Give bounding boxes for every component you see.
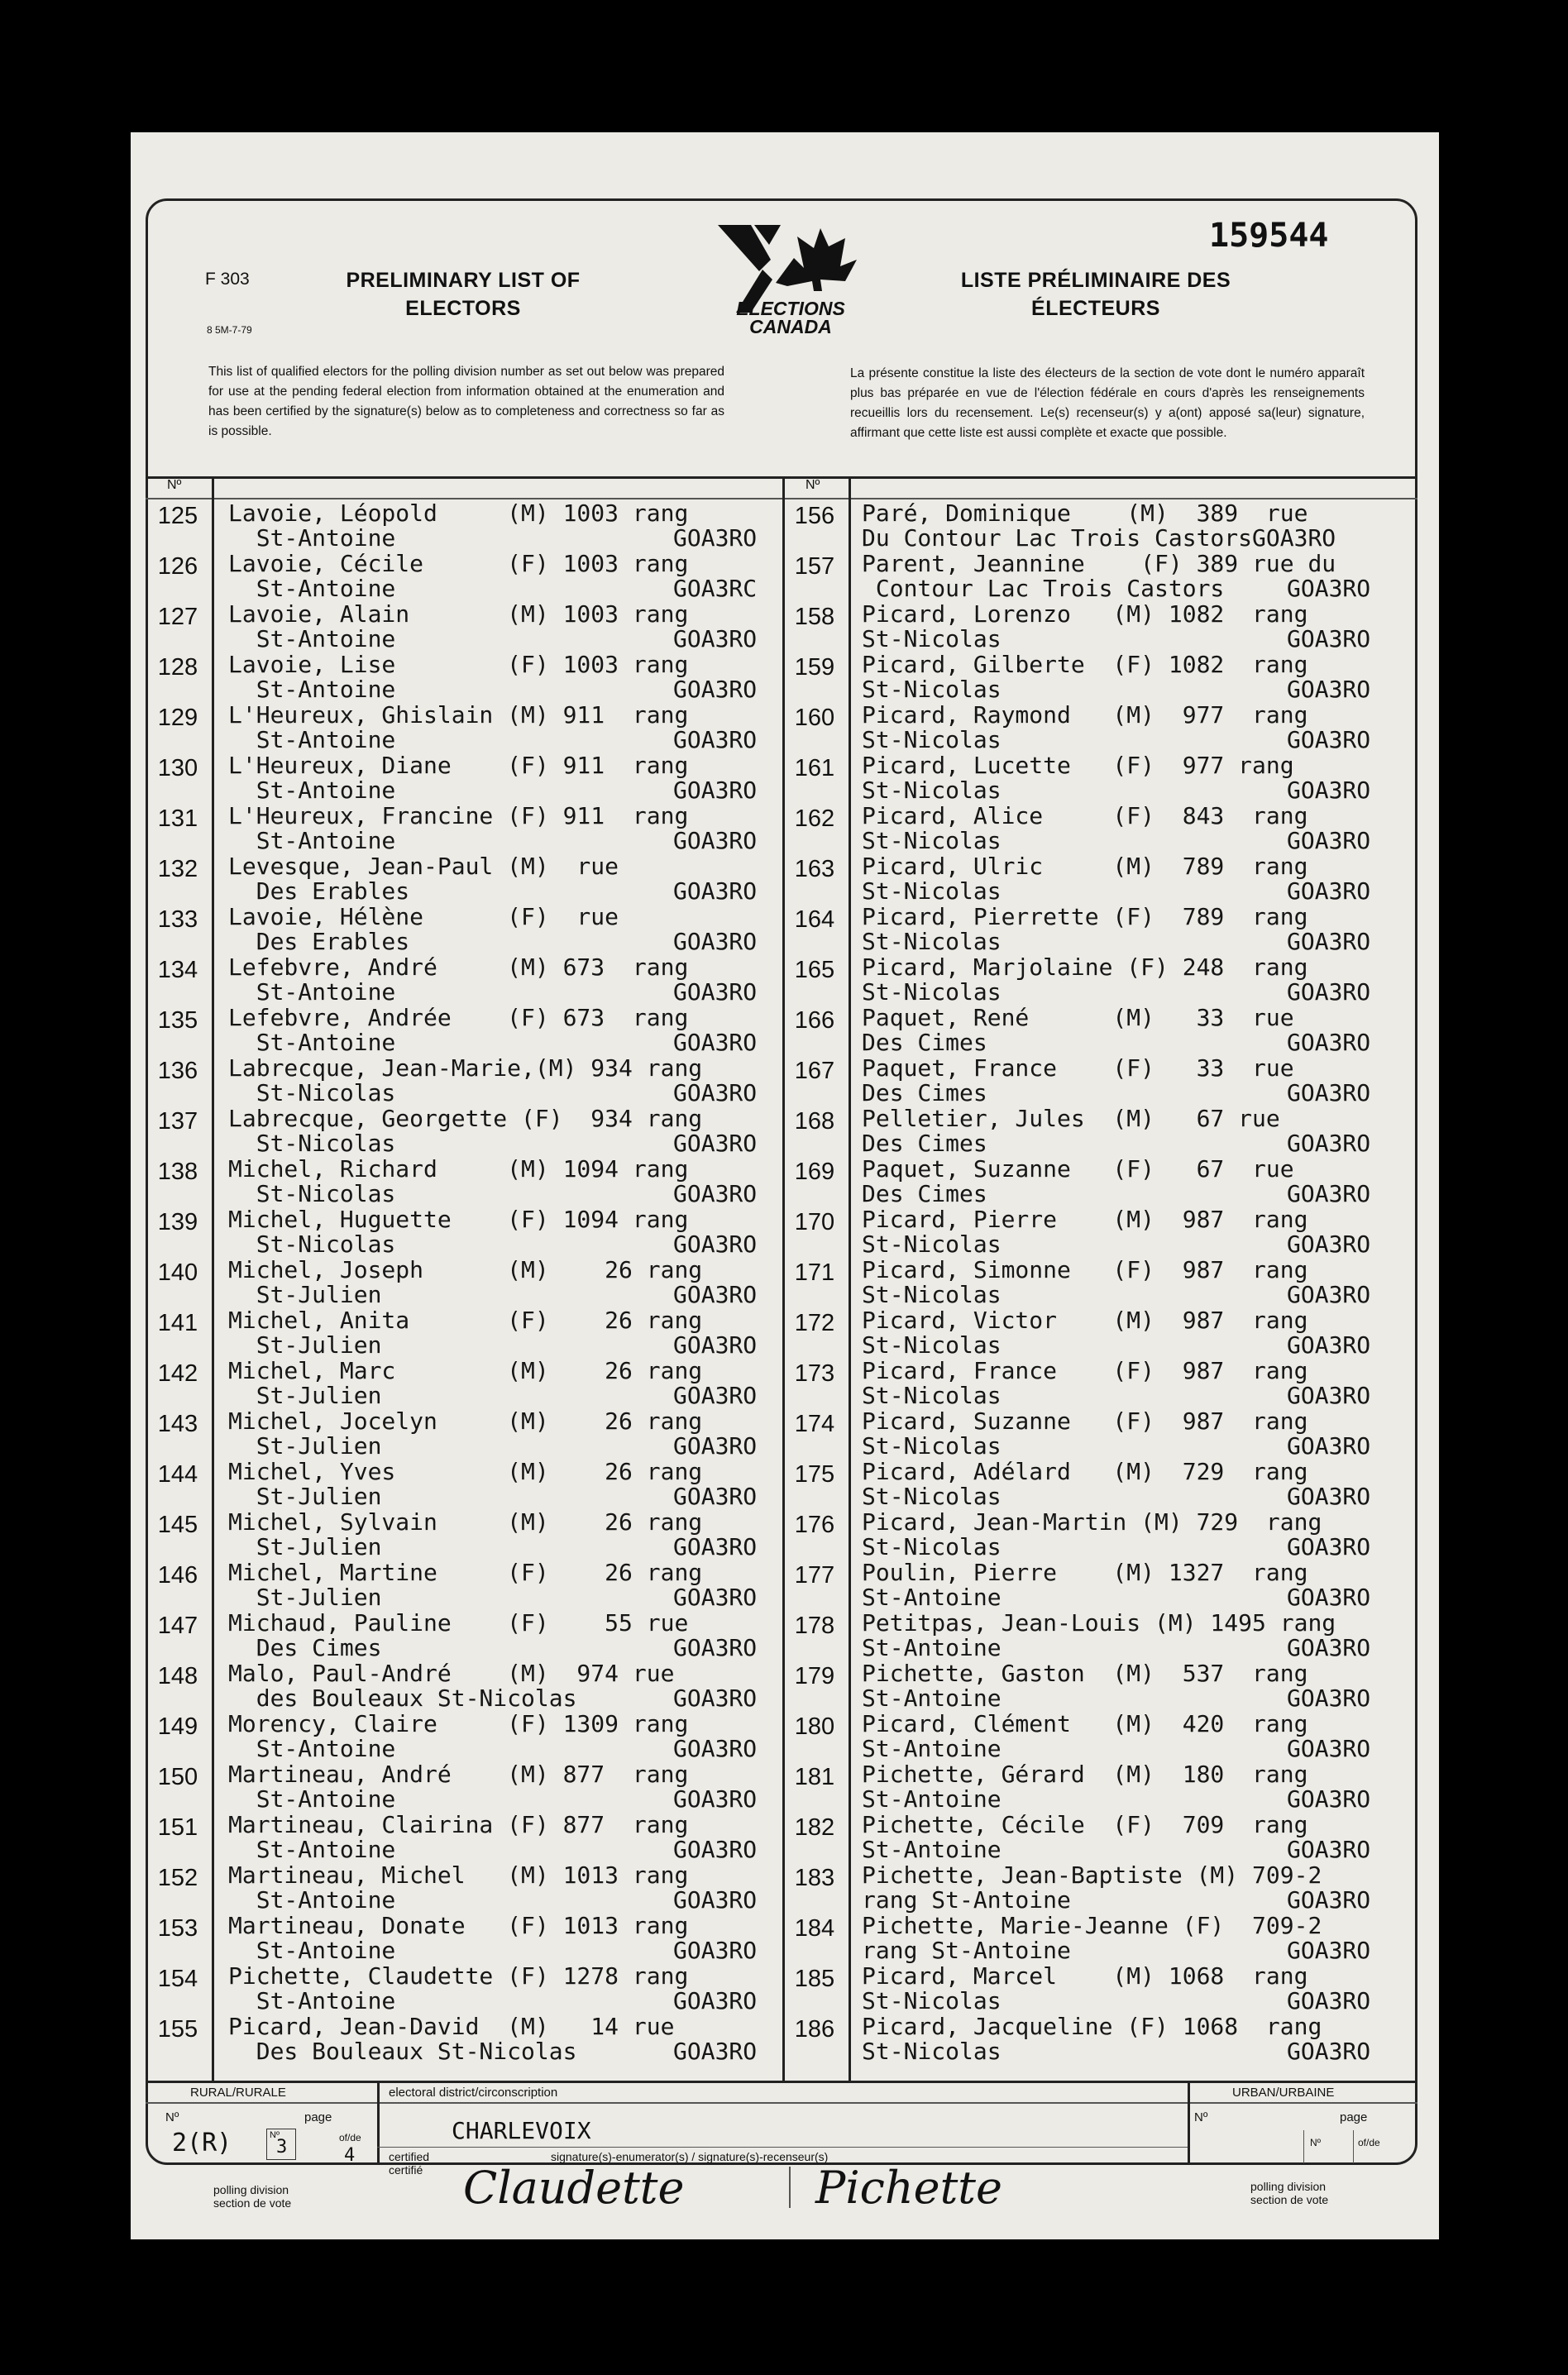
entry-postal-code: GOA3RO [1287, 1937, 1371, 1964]
entry-number: 140 [157, 1259, 198, 1286]
entry-postal-code: GOA3RO [673, 1533, 758, 1560]
entry-name-line: Picard, France (F) 987 rang [862, 1357, 1308, 1384]
certifie-label: certifié [389, 2163, 423, 2177]
footer-header-rule [146, 2102, 1417, 2104]
entry-number: 148 [157, 1663, 198, 1689]
entry-number: 127 [157, 604, 198, 630]
entry-number: 153 [157, 1915, 198, 1942]
table-top-rule [146, 476, 1417, 479]
entry-name-line: Martineau, Clairina (F) 877 rang [228, 1811, 689, 1838]
intro-english: This list of qualified electors for the polling division number as set out below was prepared for use at the pending federal election from information obtained at the enumeration and has been certified by the signature(s) below as to completeness and correctness so far as is possible. [208, 365, 724, 438]
entry-address-line: St-Nicolas [862, 625, 1002, 652]
entry-number: 179 [794, 1663, 835, 1689]
entry-name-line: Martineau, Michel (M) 1013 rang [228, 1861, 689, 1889]
district-label: electoral district/circonscription [389, 2086, 558, 2100]
entry-name-line: Lefebvre, Andrée (F) 673 rang [228, 1004, 689, 1031]
entry-name-line: Michaud, Pauline (F) 55 rue [228, 1609, 689, 1637]
entry-number: 167 [794, 1058, 835, 1084]
entry-postal-code: GOA3RO [673, 827, 758, 854]
entry-name-line: Michel, Marc (M) 26 rang [228, 1357, 703, 1384]
entry-name-line: Picard, Raymond (M) 977 rang [862, 701, 1308, 729]
entry-number: 150 [157, 1764, 198, 1790]
entry-address-line: St-Nicolas [862, 1432, 1002, 1460]
entry-postal-code: GOA3RO [1287, 1281, 1371, 1308]
entry-name-line: Paquet, René (M) 33 rue [862, 1004, 1294, 1031]
center-column-rule [782, 476, 785, 2081]
entry-number: 164 [794, 906, 835, 933]
entry-postal-code: GOA3RO [673, 777, 758, 804]
entry-postal-code: GOA3RO [673, 1130, 758, 1157]
entry-number: 158 [794, 604, 835, 630]
entry-postal-code: GOA3RO [1287, 575, 1371, 602]
entry-postal-code: GOA3RO [1287, 1987, 1371, 2014]
entry-postal-code: GOA3RO [1287, 1533, 1371, 1560]
left-number-column-rule [212, 476, 214, 2081]
serial-number: 159544 [1209, 217, 1329, 255]
entry-name-line: Lavoie, Léopold (M) 1003 rang [228, 499, 689, 527]
urban-label: URBAN/URBAINE [1232, 2086, 1335, 2100]
entry-number: 169 [794, 1159, 835, 1185]
entry-postal-code: GOA3RO [673, 1735, 758, 1762]
entry-name-line: Picard, Pierrette (F) 789 rang [862, 903, 1308, 930]
entry-address-line: St-Antoine [228, 575, 396, 602]
title-french: LISTE PRÉLIMINAIRE DES ÉLECTEURS [960, 269, 1231, 320]
entry-number: 143 [157, 1411, 198, 1437]
entry-name-line: Michel, Yves (M) 26 rang [228, 1458, 703, 1485]
entry-number: 177 [794, 1562, 835, 1589]
entry-postal-code: GOA3RO [673, 1029, 758, 1056]
entry-postal-code: GOA3RO [673, 877, 758, 905]
entry-name-line: Michel, Martine (F) 26 rang [228, 1559, 703, 1586]
entry-postal-code: GOA3RO [673, 928, 758, 955]
entry-postal-code: GOA3RO [1287, 827, 1371, 854]
entry-address-line: St-Antoine [862, 1684, 1002, 1712]
urban-polling-division-label: polling division [1250, 2180, 1327, 2193]
entry-number: 131 [157, 805, 198, 832]
entry-address-line: Des Cimes [228, 1634, 382, 1661]
entry-number: 157 [794, 553, 835, 580]
entry-postal-code: GOA3RO [1287, 978, 1371, 1006]
entry-postal-code: GOA3RO [1287, 928, 1371, 955]
entry-postal-code: GOA3RO [673, 978, 758, 1006]
entry-name-line: Pelletier, Jules (M) 67 rue [862, 1105, 1280, 1132]
entry-name-line: Picard, Victor (M) 987 rang [862, 1307, 1308, 1334]
entry-name-line: Michel, Sylvain (M) 26 rang [228, 1508, 703, 1536]
entry-number: 144 [157, 1461, 198, 1488]
entry-name-line: Lavoie, Alain (M) 1003 rang [228, 600, 689, 628]
entry-name-line: Poulin, Pierre (M) 1327 rang [862, 1559, 1308, 1586]
entry-number: 147 [157, 1613, 198, 1639]
entry-number: 182 [794, 1814, 835, 1841]
entry-name-line: Picard, Lorenzo (M) 1082 rang [862, 600, 1308, 628]
entry-address-line: St-Antoine [228, 676, 396, 703]
urban-section-label: section de vote [1250, 2193, 1329, 2206]
entry-address-line: St-Nicolas [862, 928, 1002, 955]
entry-number: 129 [157, 705, 198, 731]
urban-page-label: page [1340, 2110, 1368, 2124]
entry-name-line: Paré, Dominique (M) 389 rue [862, 499, 1308, 527]
entry-postal-code: GOA3RO [673, 1684, 758, 1712]
entry-number: 172 [794, 1310, 835, 1336]
entry-address-line: Des Cimes [862, 1029, 987, 1056]
entry-number: 173 [794, 1360, 835, 1387]
entry-postal-code: GOA3RO [673, 1886, 758, 1914]
entry-name-line: Pichette, Gérard (M) 180 rang [862, 1761, 1308, 1788]
entry-name-line: Pichette, Cécile (F) 709 rang [862, 1811, 1308, 1838]
certified-label: certified [389, 2150, 430, 2163]
entry-number: 181 [794, 1764, 835, 1790]
entry-number: 128 [157, 654, 198, 681]
entry-address-line: St-Nicolas [862, 827, 1002, 854]
entry-name-line: Labrecque, Jean-Marie,(M) 934 rang [228, 1054, 703, 1082]
entry-name-line: Pichette, Jean-Baptiste (M) 709-2 [862, 1861, 1322, 1889]
entry-address-line: St-Nicolas [862, 1382, 1002, 1409]
right-number-header: Nº [806, 478, 820, 492]
footer-rule-rural [377, 2081, 380, 2165]
entry-number: 135 [157, 1007, 198, 1034]
entry-postal-code: GOA3RO [1287, 877, 1371, 905]
entry-number: 159 [794, 654, 835, 681]
entry-address-line: St-Nicolas [228, 1231, 396, 1258]
entry-address-line: St-Antoine [228, 625, 396, 652]
entry-name-line: Michel, Richard (M) 1094 rang [228, 1155, 689, 1183]
entry-postal-code: GOA3RO [673, 1382, 758, 1409]
entry-name-line: Picard, Jacqueline (F) 1068 rang [862, 2013, 1322, 2040]
entry-postal-code: GOA3RO [1287, 1735, 1371, 1762]
entry-postal-code: GOA3RO [673, 726, 758, 753]
entry-number: 154 [157, 1966, 198, 1992]
entry-address-line: St-Nicolas [862, 978, 1002, 1006]
entry-address-line: St-Julien [228, 1382, 382, 1409]
entry-name-line: Paquet, France (F) 33 rue [862, 1054, 1294, 1082]
entry-number: 183 [794, 1865, 835, 1891]
entry-address-line: St-Julien [228, 1533, 382, 1560]
entry-postal-code: GOA3RO [1287, 1785, 1371, 1813]
entry-address-line: St-Nicolas [862, 2038, 1002, 2065]
entry-postal-code: GOA3RO [1287, 625, 1371, 652]
entry-name-line: Picard, Alice (F) 843 rang [862, 802, 1308, 829]
rural-polling-division-label: polling division [213, 2183, 289, 2196]
entry-postal-code: GOA3RO [1287, 1180, 1371, 1207]
entry-number: 178 [794, 1613, 835, 1639]
entry-address-line: St-Nicolas [862, 1331, 1002, 1359]
entry-name-line: Picard, Ulric (M) 789 rang [862, 853, 1308, 880]
polling-division-number: 2(R) [172, 2129, 232, 2158]
entry-number: 168 [794, 1108, 835, 1135]
entry-number: 141 [157, 1310, 198, 1336]
entry-name-line: Labrecque, Georgette (F) 934 rang [228, 1105, 703, 1132]
entry-postal-code: GOA3RO [1287, 1382, 1371, 1409]
entry-postal-code: GOA3RO [1287, 1079, 1371, 1106]
entry-number: 151 [157, 1814, 198, 1841]
entry-name-line: L'Heureux, Ghislain (M) 911 rang [228, 701, 689, 729]
entry-address-line: St-Nicolas [228, 1130, 396, 1157]
entry-name-line: Martineau, Donate (F) 1013 rang [228, 1912, 689, 1939]
urban-no-label: Nº [1194, 2110, 1208, 2124]
entry-number: 130 [157, 755, 198, 781]
entry-postal-code: GOA3RO [673, 1281, 758, 1308]
entry-number: 156 [794, 503, 835, 529]
rural-page-label: page [304, 2110, 332, 2124]
entry-number: 145 [157, 1512, 198, 1538]
entry-postal-code: GOA3RO [1287, 1584, 1371, 1611]
entry-address-line: St-Nicolas [862, 777, 1002, 804]
entry-address-line: St-Antoine [228, 726, 396, 753]
entry-address-line: des Bouleaux St-Nicolas [228, 1684, 577, 1712]
entry-address-line: St-Antoine [228, 1987, 396, 2014]
entry-postal-code: GOA3RO [1287, 1029, 1371, 1056]
entry-number: 137 [157, 1108, 198, 1135]
entry-name-line: Pichette, Gaston (M) 537 rang [862, 1660, 1308, 1687]
entry-postal-code: GOA3RO [1287, 726, 1371, 753]
entry-number: 139 [157, 1209, 198, 1235]
entry-address-line: St-Nicolas [862, 1987, 1002, 2014]
entry-address-line: St-Antoine [228, 1735, 396, 1762]
entry-name-line: Picard, Marcel (M) 1068 rang [862, 1962, 1308, 1990]
entry-number: 152 [157, 1865, 198, 1891]
entry-name-line: L'Heureux, Diane (F) 911 rang [228, 752, 689, 779]
entry-name-line: Picard, Adélard (M) 729 rang [862, 1458, 1308, 1485]
entry-name-line: Lavoie, Hélène (F) rue [228, 903, 619, 930]
entry-name-line: Michel, Anita (F) 26 rang [228, 1307, 703, 1334]
entry-address-line: St-Nicolas [862, 1483, 1002, 1510]
entry-address-line: Du Contour Lac Trois CastorsGOA3RO [862, 524, 1336, 552]
signature-label: signature(s)-enumerator(s) / signature(s)-recenseur(s) [551, 2150, 829, 2163]
entry-postal-code: GOA3RO [673, 1231, 758, 1258]
entry-number: 132 [157, 856, 198, 882]
footer-top-rule [146, 2081, 1417, 2083]
entry-number: 125 [157, 503, 198, 529]
entry-address-line: St-Antoine [862, 1584, 1002, 1611]
entry-address-line: rang St-Antoine [862, 1886, 1071, 1914]
entry-postal-code: GOA3RO [1287, 1130, 1371, 1157]
entry-name-line: Lavoie, Cécile (F) 1003 rang [228, 550, 689, 577]
entry-address-line: St-Nicolas [228, 1079, 396, 1106]
entry-name-line: Parent, Jeannine (F) 389 rue du [862, 550, 1336, 577]
entry-postal-code: GOA3RO [1287, 1684, 1371, 1712]
entry-number: 160 [794, 705, 835, 731]
entry-address-line: Des Cimes [862, 1079, 987, 1106]
page-total: 4 [344, 2145, 356, 2166]
entry-name-line: Picard, Jean-Martin (M) 729 rang [862, 1508, 1322, 1536]
enumerator-signature-1: Claudette [463, 2162, 685, 2214]
entry-address-line: St-Antoine [228, 777, 396, 804]
entry-postal-code: GOA3RO [1287, 1886, 1371, 1914]
entry-name-line: Picard, Gilberte (F) 1082 rang [862, 651, 1308, 678]
entry-address-line: St-Antoine [862, 1836, 1002, 1863]
entry-number: 176 [794, 1512, 835, 1538]
entry-name-line: Picard, Simonne (F) 987 rang [862, 1256, 1308, 1283]
entry-address-line: St-Antoine [228, 524, 396, 552]
entry-number: 180 [794, 1713, 835, 1740]
entry-name-line: Levesque, Jean-Paul (M) rue [228, 853, 619, 880]
entry-postal-code: GOA3RO [1287, 676, 1371, 703]
entry-name-line: Michel, Joseph (M) 26 rang [228, 1256, 703, 1283]
form-reference: 8 5M-7-79 [207, 324, 252, 336]
right-number-column-rule [849, 476, 851, 2081]
entry-name-line: Malo, Paul-André (M) 974 rue [228, 1660, 675, 1687]
entry-postal-code: GOA3RO [673, 1836, 758, 1863]
entry-number: 142 [157, 1360, 198, 1387]
entry-number: 186 [794, 2016, 835, 2043]
entry-postal-code: GOA3RO [673, 1785, 758, 1813]
intro-french: La présente constitue la liste des électeurs de la section de vote dont le numéro apparaît plus bas préparée en vue de l'élection fédérale en cours d'après les renseignements recueillis lors du recensement. Le(s) recenseur(s) y a(ont) apposé sa(leur) signature, affirmant que cette liste est aussi complète et exacte que possible. [850, 366, 1365, 440]
entry-address-line: St-Julien [228, 1432, 382, 1460]
entry-name-line: Picard, Clément (M) 420 rang [862, 1710, 1308, 1737]
entry-name-line: Lefebvre, André (M) 673 rang [228, 953, 689, 981]
entry-number: 133 [157, 906, 198, 933]
entry-address-line: St-Nicolas [862, 1231, 1002, 1258]
entry-name-line: Paquet, Suzanne (F) 67 rue [862, 1155, 1294, 1183]
entry-postal-code: GOA3RO [673, 1483, 758, 1510]
title-english: PRELIMINARY LIST OF ELECTORS [346, 269, 581, 320]
entry-address-line: St-Antoine [228, 978, 396, 1006]
entry-name-line: Morency, Claire (F) 1309 rang [228, 1710, 689, 1737]
entry-postal-code: GOA3RO [673, 1584, 758, 1611]
entry-postal-code: GOA3RO [1287, 1483, 1371, 1510]
rural-of-label: of/de [339, 2132, 361, 2143]
entry-address-line: St-Nicolas [862, 1533, 1002, 1560]
entry-address-line: St-Antoine [862, 1735, 1002, 1762]
entry-postal-code: GOA3RO [1287, 777, 1371, 804]
entry-name-line: Picard, Jean-David (M) 14 rue [228, 2013, 675, 2040]
entry-name-line: Picard, Lucette (F) 977 rang [862, 752, 1294, 779]
entry-address-line: St-Nicolas [862, 676, 1002, 703]
entry-number: 184 [794, 1915, 835, 1942]
entry-name-line: Michel, Huguette (F) 1094 rang [228, 1206, 689, 1233]
entry-number: 146 [157, 1562, 198, 1589]
rural-no-label: Nº [165, 2110, 179, 2124]
entry-number: 171 [794, 1259, 835, 1286]
entry-name-line: Pichette, Marie-Jeanne (F) 709-2 [862, 1912, 1322, 1939]
entry-address-line: St-Nicolas [862, 877, 1002, 905]
entry-postal-code: GOA3RO [1287, 1634, 1371, 1661]
entry-address-line: St-Julien [228, 1331, 382, 1359]
entry-address-line: Contour Lac Trois Castors [862, 575, 1225, 602]
entry-postal-code: GOA3RO [1287, 1331, 1371, 1359]
entry-address-line: St-Antoine [228, 1886, 396, 1914]
entry-number: 185 [794, 1966, 835, 1992]
entry-number: 165 [794, 957, 835, 983]
entry-name-line: Picard, Pierre (M) 987 rang [862, 1206, 1308, 1233]
entry-postal-code: GOA3RO [673, 1079, 758, 1106]
entry-number: 162 [794, 805, 835, 832]
entry-name-line: Pichette, Claudette (F) 1278 rang [228, 1962, 689, 1990]
entry-postal-code: GOA3RO [673, 1937, 758, 1964]
rural-page-no-label: Nº [270, 2130, 280, 2140]
entry-postal-code: GOA3RO [1287, 1836, 1371, 1863]
entry-address-line: St-Julien [228, 1584, 382, 1611]
entry-name-line: Lavoie, Lise (F) 1003 rang [228, 651, 689, 678]
footer-rule-urban [1188, 2081, 1190, 2165]
entry-name-line: Picard, Marjolaine (F) 248 rang [862, 953, 1308, 981]
rural-section-label: section de vote [213, 2196, 292, 2210]
entry-postal-code: GOA3RO [1287, 2038, 1371, 2065]
urban-page-no-label: Nº [1310, 2137, 1322, 2148]
entry-number: 163 [794, 856, 835, 882]
entry-number: 175 [794, 1461, 835, 1488]
entry-address-line: St-Antoine [228, 827, 396, 854]
rural-label: RURAL/RURALE [190, 2086, 286, 2100]
entry-number: 138 [157, 1159, 198, 1185]
urban-of-label: of/de [1358, 2137, 1380, 2148]
enumerator-signature-2: Pichette [815, 2162, 1002, 2214]
entry-number: 161 [794, 755, 835, 781]
entry-postal-code: GOA3RO [673, 2038, 758, 2065]
entry-address-line: Des Cimes [862, 1130, 987, 1157]
electoral-district-value: CHARLEVOIX [452, 2117, 591, 2144]
entry-number: 149 [157, 1713, 198, 1740]
entry-number: 136 [157, 1058, 198, 1084]
entry-postal-code: GOA3RO [673, 1634, 758, 1661]
entry-postal-code: GOA3RO [673, 1987, 758, 2014]
entry-number: 174 [794, 1411, 835, 1437]
entry-address-line: St-Antoine [228, 1937, 396, 1964]
entry-postal-code: GOA3RO [673, 625, 758, 652]
entry-address-line: St-Julien [228, 1281, 382, 1308]
entry-postal-code: GOA3RO [1287, 1432, 1371, 1460]
entry-number: 126 [157, 553, 198, 580]
entry-number: 155 [157, 2016, 198, 2043]
entry-address-line: St-Julien [228, 1483, 382, 1510]
entry-postal-code: GOA3RO [1287, 1231, 1371, 1258]
logo-text: ELECTIONS CANADA [736, 298, 845, 337]
entry-postal-code: GOA3RO [673, 1331, 758, 1359]
entry-name-line: Petitpas, Jean-Louis (M) 1495 rang [862, 1609, 1336, 1637]
entry-address-line: St-Antoine [228, 1836, 396, 1863]
entry-postal-code: GOA3RO [673, 524, 758, 552]
entry-address-line: Des Erables [228, 928, 410, 955]
entry-address-line: Des Bouleaux St-Nicolas [228, 2038, 577, 2065]
entry-name-line: L'Heureux, Francine (F) 911 rang [228, 802, 689, 829]
entry-address-line: rang St-Antoine [862, 1937, 1071, 1964]
form-code: F 303 [205, 270, 250, 289]
entry-name-line: Michel, Jocelyn (M) 26 rang [228, 1407, 703, 1435]
entry-postal-code: GOA3RO [673, 1180, 758, 1207]
entry-postal-code: GOA3RO [673, 1432, 758, 1460]
entry-address-line: St-Nicolas [228, 1180, 396, 1207]
entry-address-line: Des Cimes [862, 1180, 987, 1207]
entry-address-line: St-Nicolas [862, 726, 1002, 753]
entry-number: 170 [794, 1209, 835, 1235]
entry-postal-code: GOA3RO [673, 676, 758, 703]
left-number-header: Nº [167, 478, 182, 492]
entry-address-line: St-Nicolas [862, 1281, 1002, 1308]
entry-name-line: Picard, Suzanne (F) 987 rang [862, 1407, 1308, 1435]
entry-address-line: Des Erables [228, 877, 410, 905]
entry-number: 134 [157, 957, 198, 983]
entry-address-line: St-Antoine [228, 1029, 396, 1056]
entry-postal-code: GOA3RC [673, 575, 758, 602]
entry-name-line: Martineau, André (M) 877 rang [228, 1761, 689, 1788]
page-number: 3 [276, 2137, 288, 2158]
entry-address-line: St-Antoine [862, 1634, 1002, 1661]
entry-address-line: St-Antoine [228, 1785, 396, 1813]
entry-address-line: St-Antoine [862, 1785, 1002, 1813]
entry-number: 166 [794, 1007, 835, 1034]
